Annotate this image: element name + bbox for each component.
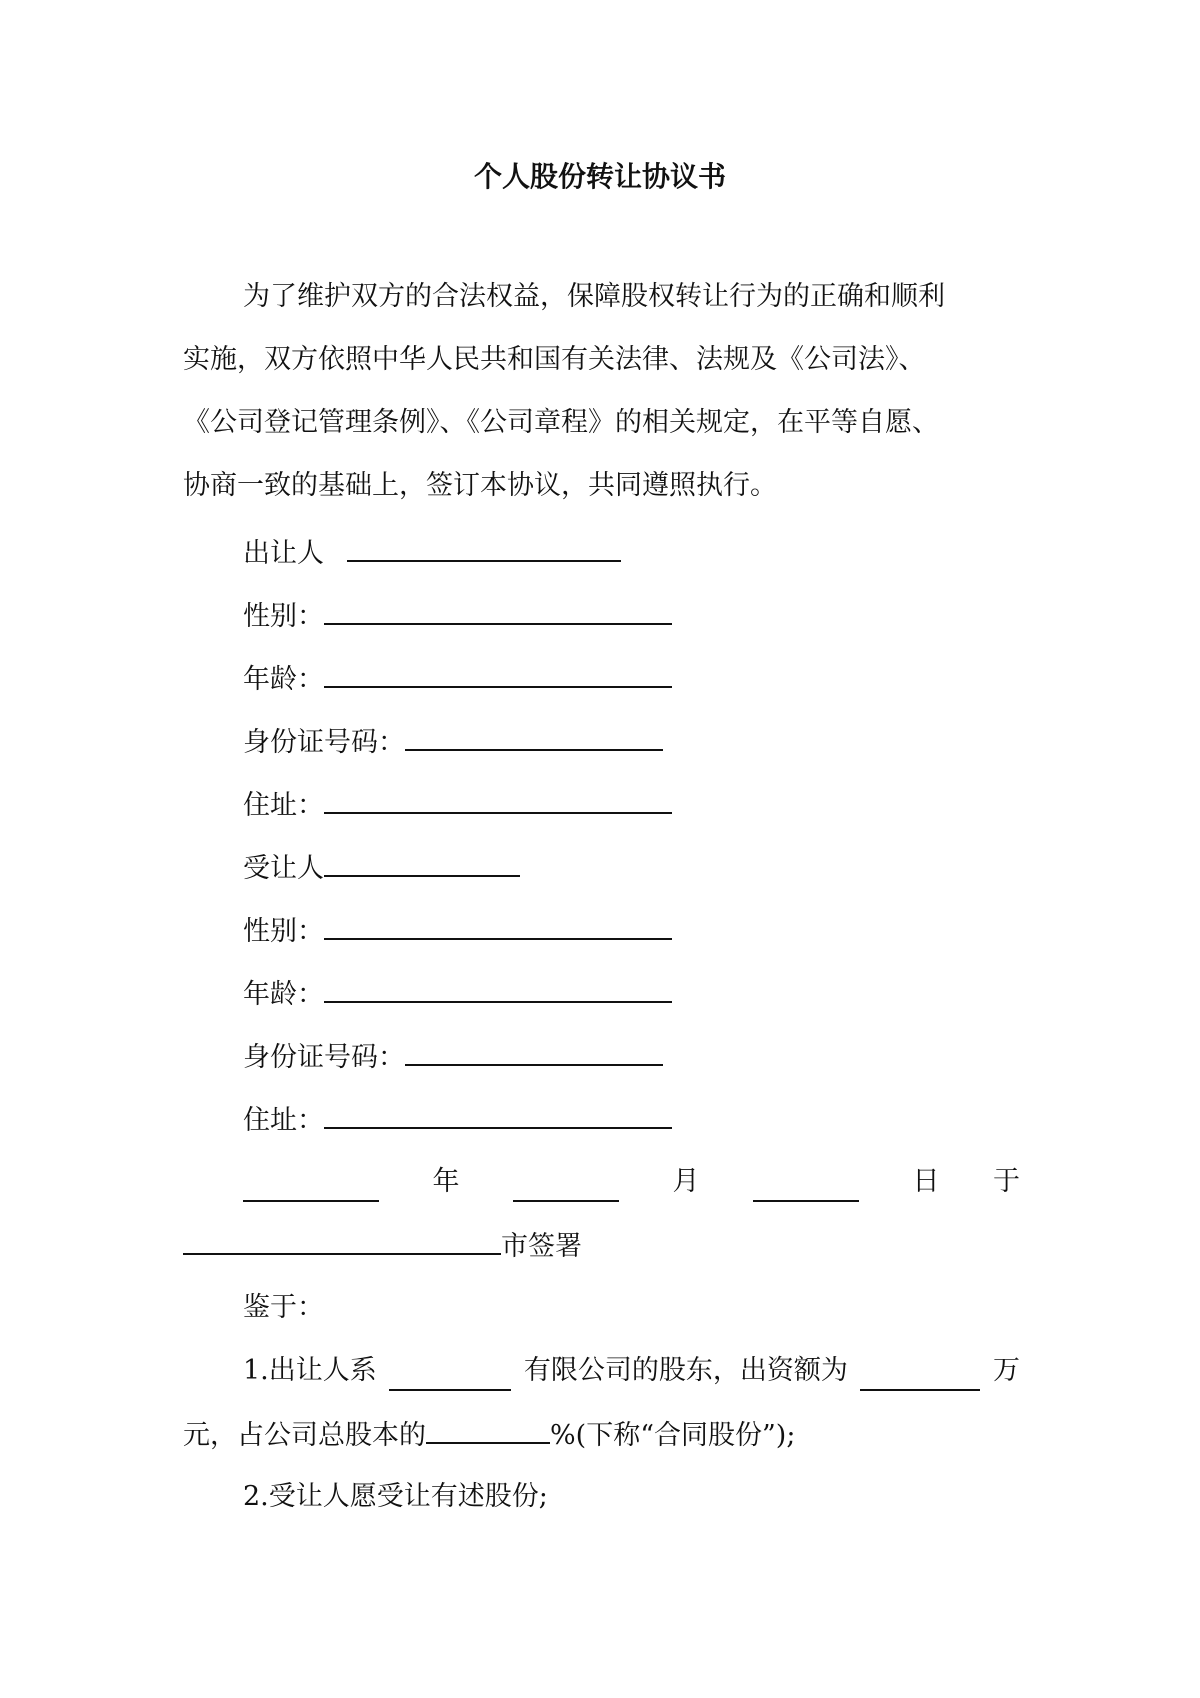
year-label: 年	[432, 1166, 460, 1197]
transferor-age-label: 年龄：	[243, 664, 324, 695]
transferee-field	[243, 847, 520, 889]
whereas-heading: 鉴于：	[243, 1292, 324, 1323]
transferor-gender-label: 性别：	[243, 601, 324, 632]
transferor-age-blank	[324, 658, 672, 688]
whereas-item-1-part-a: 1.出让人系	[243, 1355, 377, 1386]
transferee-address-label: 住址：	[243, 1105, 324, 1136]
transferee-address-field	[243, 1099, 672, 1141]
transferor-gender-field	[243, 595, 672, 637]
transferee-address-blank	[324, 1099, 672, 1129]
whereas-item-1-part-d: 元，占公司总股本的	[183, 1420, 426, 1451]
at-label: 于	[993, 1166, 1020, 1197]
transferee-id-label: 身份证号码：	[243, 1042, 405, 1073]
transferor-address-blank	[324, 784, 672, 814]
city-signed-label: 市签署	[501, 1231, 582, 1262]
transferor-address-label: 住址：	[243, 790, 324, 821]
transferor-id-field	[243, 721, 663, 763]
transferee-label: 受让人	[243, 853, 324, 884]
whereas-item-1-part-c: 万	[992, 1355, 1020, 1386]
month-label: 月	[672, 1166, 700, 1197]
day-blank	[753, 1172, 859, 1202]
transferee-age-blank	[324, 973, 672, 1003]
transferor-id-blank	[405, 721, 663, 751]
signing-date-line	[243, 1162, 1020, 1202]
day-label: 日	[912, 1166, 940, 1197]
transferor-age-field	[243, 658, 672, 700]
transferor-label: 出让人	[243, 538, 324, 569]
whereas-item-1-part-e: %(下称“合同股份”);	[550, 1420, 796, 1451]
transferee-name-blank	[324, 847, 520, 877]
transferor-address-field	[243, 784, 672, 826]
transferee-age-field	[243, 973, 672, 1015]
capital-amount-blank	[860, 1361, 980, 1391]
year-blank	[243, 1172, 379, 1202]
whereas-item-2: 2.受让人愿受让有述股份;	[243, 1481, 548, 1512]
transferee-id-blank	[405, 1036, 663, 1066]
transferor-gender-blank	[324, 595, 672, 625]
transferee-gender-blank	[324, 910, 672, 940]
signing-place-line	[183, 1225, 582, 1267]
preamble-line-1: 为了维护双方的合法权益，保障股权转让行为的正确和顺利	[243, 281, 945, 312]
share-percent-blank	[426, 1414, 550, 1444]
transferor-name-blank	[347, 532, 621, 562]
city-blank	[183, 1225, 501, 1255]
transferor-id-label: 身份证号码：	[243, 727, 405, 758]
transferee-age-label: 年龄：	[243, 979, 324, 1010]
preamble-line-4: 协商一致的基础上，签订本协议，共同遵照执行。	[183, 470, 777, 501]
preamble-line-2: 实施，双方依照中华人民共和国有关法律、法规及《公司法》、	[183, 344, 926, 375]
month-blank	[513, 1172, 619, 1202]
preamble-line-3: 《公司登记管理条例》、《公司章程》的相关规定，在平等自愿、	[183, 407, 939, 438]
transferor-field	[243, 532, 621, 574]
transferee-gender-field	[243, 910, 672, 952]
whereas-item-1-line-1	[243, 1351, 1020, 1391]
transferee-id-field	[243, 1036, 663, 1078]
transferee-gender-label: 性别：	[243, 916, 324, 947]
company-name-blank	[389, 1361, 511, 1391]
whereas-item-1-part-b: 有限公司的股东，出资额为	[523, 1355, 848, 1386]
document-title: 个人股份转让协议书	[473, 160, 726, 193]
whereas-item-1-line-2	[183, 1414, 795, 1456]
